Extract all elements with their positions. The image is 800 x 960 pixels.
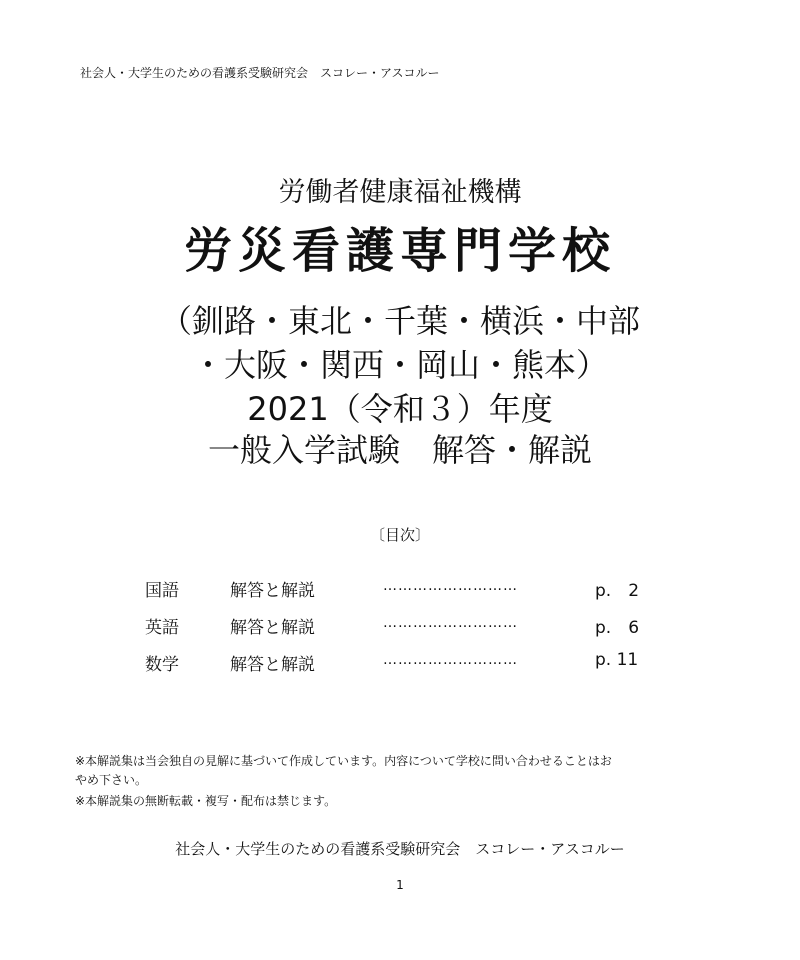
campus-list-line-1: （釧路・東北・千葉・横浜・中部 <box>159 302 640 340</box>
toc-row <box>0 576 800 600</box>
running-header: 社会人・大学生のための看護系受験研究会 スコレー・アスコルー <box>80 66 440 80</box>
toc-page: p. 11 <box>595 650 639 670</box>
exam-year: 2021（令和３）年度 <box>247 390 553 428</box>
disclaimer-line-1: ※本解説集は当会独自の見解に基づいて作成しています。内容について学校に問い合わせることはお <box>75 754 612 768</box>
toc-subject: 英語 <box>145 618 179 638</box>
school-title: 労災看護専門学校 <box>183 223 616 279</box>
toc-leader-dots: ……………………… <box>383 615 518 631</box>
toc-row <box>0 650 800 674</box>
campus-list-line-2: ・大阪・関西・岡山・熊本） <box>191 346 608 384</box>
disclaimer-line-2: やめ下さい。 <box>75 773 148 787</box>
toc-subject: 国語 <box>145 581 179 601</box>
toc-description: 解答と解説 <box>230 581 315 601</box>
toc-row <box>0 613 800 637</box>
copyright-notice: ※本解説集の無断転載・複写・配布は禁じます。 <box>75 794 337 808</box>
toc-description: 解答と解説 <box>230 618 315 638</box>
organization-name: 労働者健康福祉機構 <box>278 177 522 208</box>
exam-title: 一般入学試験 解答・解説 <box>207 431 592 469</box>
toc-description: 解答と解説 <box>230 655 315 675</box>
footer-text: 社会人・大学生のための看護系受験研究会 スコレー・アスコルー <box>175 840 625 858</box>
page-number: 1 <box>396 878 404 892</box>
toc-leader-dots: ……………………… <box>383 578 518 594</box>
toc-leader-dots: ……………………… <box>383 652 518 668</box>
toc-subject: 数学 <box>145 655 179 675</box>
toc-heading: 〔目次〕 <box>369 526 430 544</box>
toc-page: p. 2 <box>595 581 640 601</box>
toc-page: p. 6 <box>595 618 640 638</box>
